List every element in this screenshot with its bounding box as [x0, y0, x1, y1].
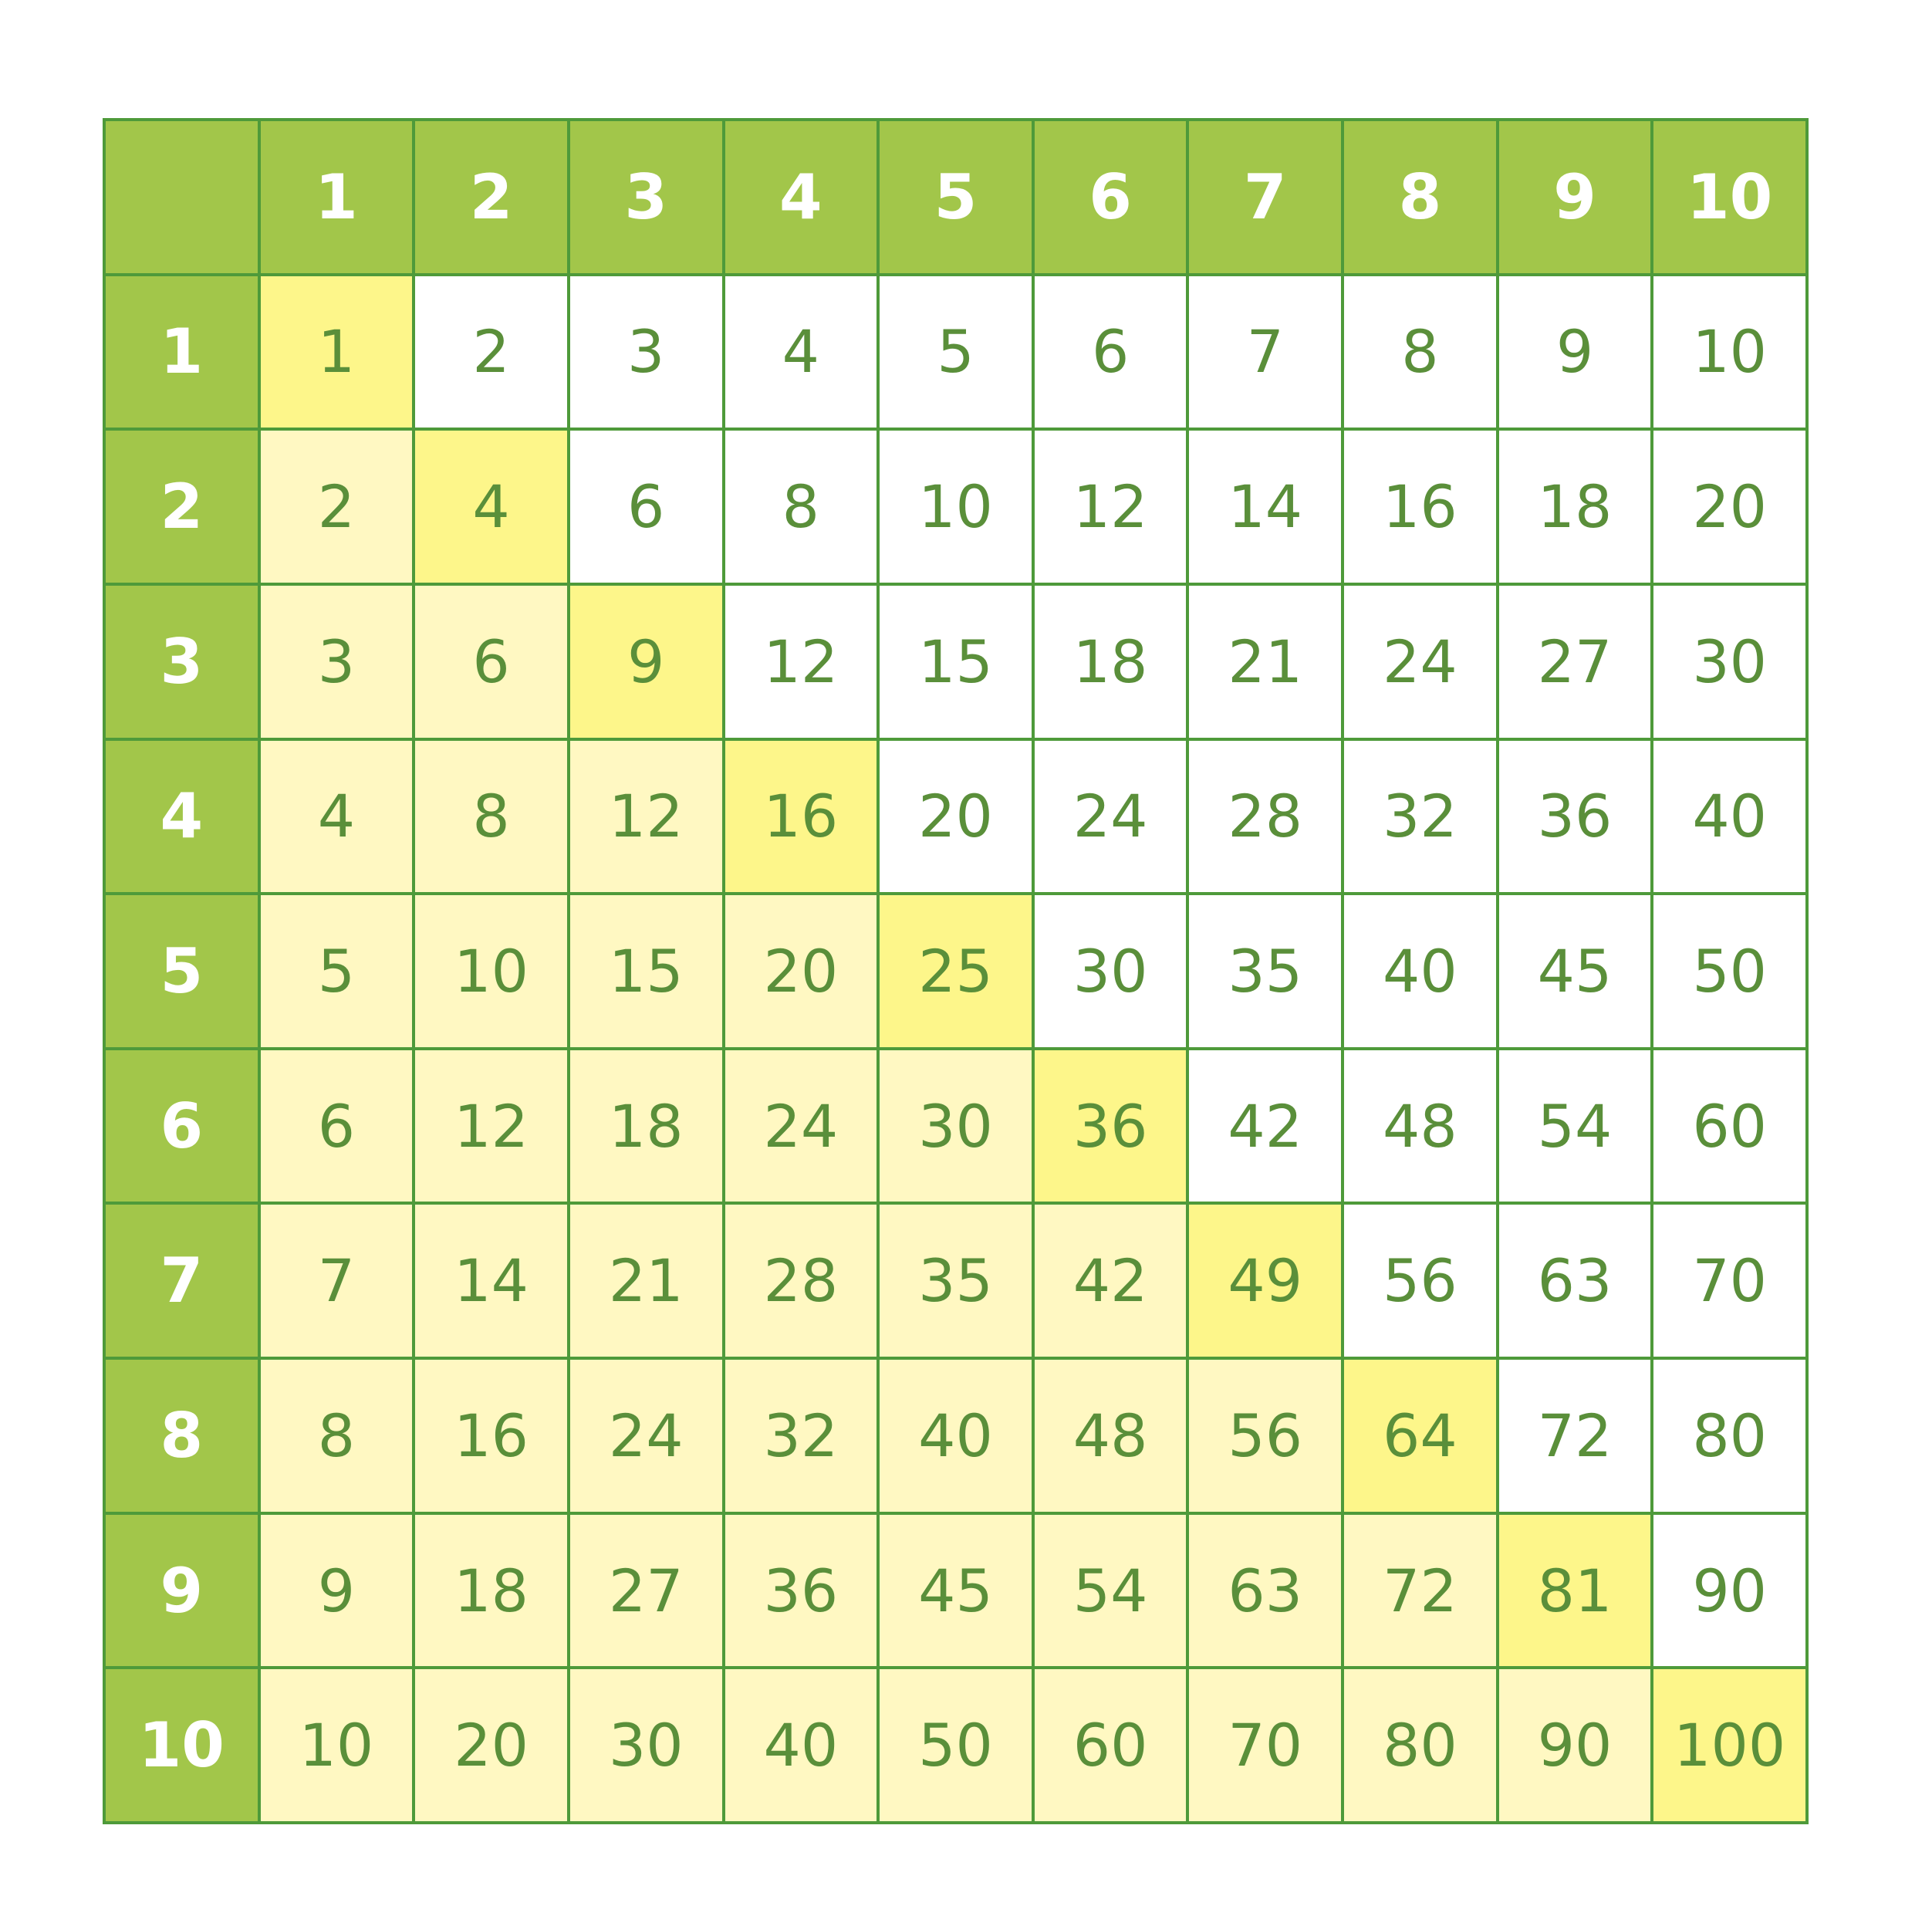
column-header: 6: [1035, 121, 1187, 273]
product-cell: 80: [1653, 1360, 1805, 1512]
product-cell: 18: [1035, 586, 1187, 738]
product-cell: 15: [570, 895, 722, 1047]
product-cell: 49: [1189, 1205, 1341, 1357]
product-cell: 3: [261, 586, 413, 738]
product-cell: 6: [415, 586, 567, 738]
column-header: 2: [415, 121, 567, 273]
product-cell: 24: [570, 1360, 722, 1512]
product-cell: 64: [1344, 1360, 1496, 1512]
product-cell: 4: [261, 741, 413, 893]
product-cell: 42: [1035, 1205, 1187, 1357]
product-cell: 27: [570, 1515, 722, 1667]
product-cell: 18: [1499, 431, 1651, 583]
product-cell: 5: [880, 276, 1032, 428]
product-cell: 56: [1344, 1205, 1496, 1357]
product-cell: 10: [880, 431, 1032, 583]
product-cell: 12: [415, 1050, 567, 1202]
row-header: 5: [106, 895, 258, 1047]
product-cell: 14: [1189, 431, 1341, 583]
product-cell: 25: [880, 895, 1032, 1047]
row-header: 3: [106, 586, 258, 738]
product-cell: 60: [1035, 1669, 1187, 1821]
product-cell: 8: [1344, 276, 1496, 428]
product-cell: 72: [1344, 1515, 1496, 1667]
product-cell: 5: [261, 895, 413, 1047]
product-cell: 81: [1499, 1515, 1651, 1667]
product-cell: 20: [880, 741, 1032, 893]
product-cell: 4: [415, 431, 567, 583]
product-cell: 30: [1035, 895, 1187, 1047]
product-cell: 24: [1344, 586, 1496, 738]
product-cell: 72: [1499, 1360, 1651, 1512]
product-cell: 70: [1653, 1205, 1805, 1357]
product-cell: 14: [415, 1205, 567, 1357]
column-header: 7: [1189, 121, 1341, 273]
product-cell: 9: [261, 1515, 413, 1667]
multiplication-table: [103, 118, 1809, 1824]
product-cell: 28: [1189, 741, 1341, 893]
product-cell: 20: [415, 1669, 567, 1821]
product-cell: 32: [725, 1360, 877, 1512]
product-cell: 32: [1344, 741, 1496, 893]
product-cell: 40: [1653, 741, 1805, 893]
product-cell: 12: [570, 741, 722, 893]
product-cell: 20: [1653, 431, 1805, 583]
product-cell: 40: [1344, 895, 1496, 1047]
column-header: 9: [1499, 121, 1651, 273]
product-cell: 3: [570, 276, 722, 428]
product-cell: 28: [725, 1205, 877, 1357]
product-cell: 100: [1653, 1669, 1805, 1821]
column-header: 5: [880, 121, 1032, 273]
row-header: 1: [106, 276, 258, 428]
row-header: 8: [106, 1360, 258, 1512]
product-cell: 36: [1499, 741, 1651, 893]
product-cell: 6: [1035, 276, 1187, 428]
product-cell: 18: [415, 1515, 567, 1667]
column-header: 8: [1344, 121, 1496, 273]
product-cell: 8: [725, 431, 877, 583]
product-cell: 70: [1189, 1669, 1341, 1821]
row-header: 2: [106, 431, 258, 583]
product-cell: 36: [1035, 1050, 1187, 1202]
product-cell: 24: [1035, 741, 1187, 893]
product-cell: 56: [1189, 1360, 1341, 1512]
row-header: 4: [106, 741, 258, 893]
product-cell: 8: [261, 1360, 413, 1512]
product-cell: 18: [570, 1050, 722, 1202]
product-cell: 45: [880, 1515, 1032, 1667]
product-cell: 50: [880, 1669, 1032, 1821]
product-cell: 90: [1499, 1669, 1651, 1821]
product-cell: 60: [1653, 1050, 1805, 1202]
product-cell: 30: [1653, 586, 1805, 738]
product-cell: 20: [725, 895, 877, 1047]
product-cell: 80: [1344, 1669, 1496, 1821]
product-cell: 10: [1653, 276, 1805, 428]
product-cell: 10: [415, 895, 567, 1047]
product-cell: 21: [1189, 586, 1341, 738]
product-cell: 12: [1035, 431, 1187, 583]
product-cell: 6: [570, 431, 722, 583]
product-cell: 16: [415, 1360, 567, 1512]
product-cell: 7: [1189, 276, 1341, 428]
product-cell: 63: [1189, 1515, 1341, 1667]
product-cell: 8: [415, 741, 567, 893]
product-cell: 50: [1653, 895, 1805, 1047]
row-header: 10: [106, 1669, 258, 1821]
column-header: 10: [1653, 121, 1805, 273]
corner-cell: [106, 121, 258, 273]
product-cell: 10: [261, 1669, 413, 1821]
product-cell: 21: [570, 1205, 722, 1357]
product-cell: 48: [1035, 1360, 1187, 1512]
product-cell: 40: [880, 1360, 1032, 1512]
row-header: 7: [106, 1205, 258, 1357]
product-cell: 16: [725, 741, 877, 893]
row-header: 9: [106, 1515, 258, 1667]
product-cell: 24: [725, 1050, 877, 1202]
product-cell: 9: [570, 586, 722, 738]
product-cell: 45: [1499, 895, 1651, 1047]
product-cell: 2: [415, 276, 567, 428]
product-cell: 54: [1499, 1050, 1651, 1202]
product-cell: 30: [880, 1050, 1032, 1202]
product-cell: 90: [1653, 1515, 1805, 1667]
product-cell: 35: [880, 1205, 1032, 1357]
product-cell: 4: [725, 276, 877, 428]
column-header: 4: [725, 121, 877, 273]
product-cell: 42: [1189, 1050, 1341, 1202]
product-cell: 15: [880, 586, 1032, 738]
row-header: 6: [106, 1050, 258, 1202]
product-cell: 12: [725, 586, 877, 738]
column-header: 1: [261, 121, 413, 273]
product-cell: 7: [261, 1205, 413, 1357]
product-cell: 30: [570, 1669, 722, 1821]
column-header: 3: [570, 121, 722, 273]
product-cell: 54: [1035, 1515, 1187, 1667]
product-cell: 36: [725, 1515, 877, 1667]
product-cell: 6: [261, 1050, 413, 1202]
product-cell: 9: [1499, 276, 1651, 428]
product-cell: 63: [1499, 1205, 1651, 1357]
product-cell: 48: [1344, 1050, 1496, 1202]
product-cell: 40: [725, 1669, 877, 1821]
product-cell: 1: [261, 276, 413, 428]
product-cell: 16: [1344, 431, 1496, 583]
product-cell: 27: [1499, 586, 1651, 738]
product-cell: 2: [261, 431, 413, 583]
product-cell: 35: [1189, 895, 1341, 1047]
